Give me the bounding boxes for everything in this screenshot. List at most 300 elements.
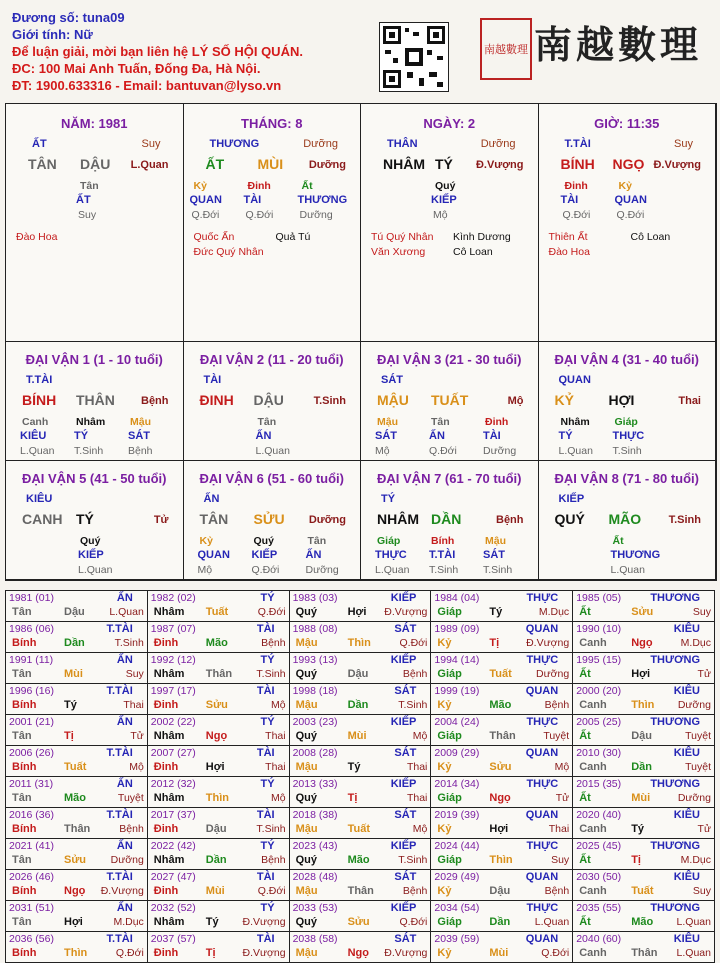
dai-van-thap: TÝ — [381, 493, 396, 505]
year-chi: Sửu — [631, 606, 654, 618]
dv-hidden-thap: ẤN — [255, 430, 272, 442]
dai-van-chi: SỬU — [253, 511, 285, 527]
year-state: T.Sinh — [256, 823, 286, 835]
dv-hidden-state: T.Sinh — [612, 445, 642, 457]
year-label: 2022 (42) — [150, 840, 196, 852]
year-state: T.Sinh — [114, 637, 144, 649]
year-cell — [6, 870, 148, 901]
dai-van-cell — [6, 342, 184, 461]
year-thap: ẤN — [116, 902, 133, 914]
year-thap: T.TÀI — [106, 871, 133, 883]
hidden-can: Đinh — [564, 180, 588, 192]
dv-hidden-can: Bính — [431, 535, 455, 547]
year-cell — [431, 653, 573, 684]
dv-hidden-thap: T.TÀI — [429, 549, 456, 561]
year-can: Mậu — [295, 885, 318, 897]
year-chi: Hợi — [205, 761, 225, 773]
year-label: 2005 (25) — [576, 716, 622, 728]
year-thap: SÁT — [394, 623, 417, 635]
year-thap: TÝ — [260, 592, 275, 604]
year-label: 2031 (51) — [9, 902, 54, 914]
pillar-chi: NGỌ — [612, 156, 645, 172]
year-cell — [6, 715, 148, 746]
year-can: Giáp — [437, 916, 462, 928]
brand-title: 南越數理 — [534, 22, 703, 67]
hidden-state: Suy — [78, 209, 97, 221]
pillar-chi: TÝ — [435, 156, 453, 172]
year-chi: Tý — [347, 761, 361, 773]
star: Thiên Ất — [548, 231, 588, 243]
year-state: Suy — [125, 668, 144, 680]
dv-hidden-state: Dưỡng — [305, 564, 339, 576]
year-state: Tuyệt — [685, 761, 711, 773]
year-cell — [289, 715, 431, 746]
year-table — [5, 590, 715, 963]
year-can: Đinh — [153, 823, 179, 835]
year-thap: TÀI — [256, 933, 275, 945]
year-state: Dưỡng — [536, 668, 570, 680]
year-cell — [431, 746, 573, 777]
hidden-state: Q.Đới — [245, 209, 274, 221]
year-can: Đinh — [153, 885, 179, 897]
year-can: Mậu — [295, 947, 318, 959]
dv-hidden-can: Mậu — [377, 416, 398, 428]
year-label: 2039 (59) — [434, 933, 480, 945]
chart-main — [5, 103, 717, 581]
dv-hidden-thap: THỰC — [375, 549, 407, 561]
year-can: Canh — [579, 637, 607, 649]
dai-van-can: QUÝ — [554, 511, 585, 527]
year-cell — [289, 653, 431, 684]
year-chi: Dậu — [631, 730, 652, 742]
pillar-can: BÍNH — [560, 156, 595, 172]
hidden-thap: KIẾP — [431, 194, 457, 206]
pillar-chi-state: L.Quan — [130, 159, 169, 171]
year-can: Bính — [12, 699, 37, 711]
hidden-can: Đinh — [247, 180, 271, 192]
year-cell — [573, 622, 715, 653]
year-thap: QUAN — [525, 871, 559, 883]
year-can: Ất — [579, 792, 591, 804]
year-can: Nhâm — [153, 792, 185, 804]
dai-van-state: Bệnh — [141, 395, 169, 407]
hidden-thap: THƯƠNG — [297, 194, 348, 206]
year-chi: Dậu — [489, 885, 511, 897]
dai-van-can: TÂN — [199, 511, 229, 527]
year-can: Bính — [12, 885, 37, 897]
year-chi: Mùi — [347, 730, 367, 742]
year-cell — [147, 839, 289, 870]
pillar-chi-state: Đ.Vượng — [653, 159, 701, 171]
dai-van-title: ĐẠI VẬN 1 (1 - 10 tuổi) — [25, 352, 163, 367]
dai-van-chi: DẦN — [431, 511, 462, 527]
year-can: Ất — [579, 854, 591, 866]
year-chi: Thân — [347, 885, 374, 897]
year-thap: KIẾP — [390, 654, 417, 666]
year-can: Canh — [579, 885, 607, 897]
year-chi: Dậu — [347, 668, 369, 680]
pillar-can: NHÂM — [383, 156, 425, 172]
year-thap: TÝ — [260, 840, 275, 852]
dv-hidden-thap: SÁT — [483, 549, 505, 561]
star: Đức Quý Nhân — [193, 246, 264, 258]
year-state: L.Quan — [534, 916, 570, 928]
dai-van-state: T.Sinh — [313, 395, 346, 407]
dai-van-can: CANH — [22, 511, 63, 527]
year-cell — [431, 808, 573, 839]
year-label: 2000 (20) — [576, 685, 622, 697]
pillar-cell — [361, 104, 539, 342]
year-can: Mậu — [295, 699, 318, 711]
year-chi: Mùi — [631, 792, 651, 804]
year-state: Mộ — [412, 730, 428, 742]
year-state: Bệnh — [119, 823, 144, 835]
year-state: Đ.Vượng — [526, 637, 570, 649]
year-can: Bính — [12, 761, 37, 773]
pillar-chi-state: Dưỡng — [308, 159, 346, 171]
pillar-chi-state: Đ.Vượng — [475, 159, 524, 171]
year-label: 2016 (36) — [9, 809, 54, 821]
hidden-can: Kỷ — [618, 180, 632, 192]
year-chi: Tị — [64, 730, 74, 742]
star: Tú Quý Nhân — [371, 231, 434, 243]
dv-hidden-state: T.Sinh — [429, 564, 459, 576]
year-thap: THỰC — [526, 778, 559, 790]
dv-hidden-can: Tân — [307, 535, 327, 547]
year-label: 2025 (45) — [576, 840, 622, 852]
pillar-thap-than: T.TÀI — [564, 138, 591, 150]
dv-hidden-can: Kỷ — [199, 535, 213, 547]
year-thap: ẤN — [116, 716, 133, 728]
year-chi: Dần — [205, 854, 227, 866]
dv-hidden-thap: ẤN — [429, 430, 445, 442]
year-thap: KIÊU — [673, 685, 700, 697]
year-cell — [289, 591, 431, 622]
year-chi: Thìn — [489, 854, 513, 866]
year-label: 2006 (26) — [9, 747, 54, 759]
year-state: Đ.Vượng — [242, 916, 286, 928]
dai-van-can: ĐINH — [199, 392, 234, 408]
year-can: Bính — [12, 823, 37, 835]
year-can: Mậu — [295, 761, 318, 773]
year-thap: ẤN — [116, 592, 133, 604]
year-can: Tân — [12, 606, 32, 618]
year-cell — [289, 622, 431, 653]
year-can: Kỷ — [437, 637, 452, 649]
year-state: Bệnh — [402, 668, 428, 680]
dv-hidden-state: Dưỡng — [483, 445, 517, 457]
year-can: Nhâm — [153, 854, 185, 866]
year-chi: Sửu — [64, 854, 87, 866]
hidden-state: Q.Đới — [616, 209, 645, 221]
dai-van-thap: KIẾP — [558, 493, 585, 505]
year-state: Dưỡng — [677, 699, 711, 711]
year-thap: THỰC — [526, 654, 559, 666]
dai-van-state: Bệnh — [496, 514, 524, 526]
year-chi: Ngọ — [489, 792, 511, 804]
year-chi: Sửu — [205, 699, 228, 711]
year-state: Thai — [406, 761, 428, 773]
year-label: 2038 (58) — [292, 933, 338, 945]
year-cell — [431, 932, 573, 963]
year-chi: Tị — [347, 792, 358, 804]
star: Đào Hoa — [548, 246, 590, 258]
year-can: Tân — [12, 854, 32, 866]
year-thap: KIẾP — [390, 778, 417, 790]
year-can: Giáp — [437, 668, 462, 680]
year-can: Canh — [579, 699, 607, 711]
star: Văn Xương — [371, 246, 426, 258]
year-thap: THỰC — [526, 716, 559, 728]
dv-hidden-can: Nhâm — [560, 416, 590, 428]
year-label: 1996 (16) — [9, 685, 54, 697]
dai-van-cell — [184, 342, 362, 461]
year-can: Đinh — [153, 947, 179, 959]
pillar-state: Dưỡng — [480, 138, 516, 150]
year-thap: KIÊU — [673, 809, 700, 821]
year-cell — [289, 901, 431, 932]
year-label: 1984 (04) — [434, 592, 480, 604]
year-chi: Thân — [631, 947, 658, 959]
hidden-thap: QUAN — [189, 194, 222, 206]
year-label: 2029 (49) — [434, 871, 480, 883]
year-can: Nhâm — [153, 730, 185, 742]
pillar-title: NĂM: 1981 — [61, 116, 128, 131]
year-cell — [289, 808, 431, 839]
dv-hidden-thap: THƯƠNG — [610, 549, 661, 561]
year-thap: KIẾP — [390, 716, 417, 728]
year-state: Tử — [697, 668, 711, 680]
year-chi: Mão — [64, 792, 86, 804]
year-can: Ất — [579, 668, 591, 680]
year-state: Dưỡng — [110, 854, 144, 866]
year-label: 1999 (19) — [434, 685, 480, 697]
year-can: Quý — [295, 668, 317, 680]
year-label: 2030 (50) — [576, 871, 622, 883]
year-thap: KIÊU — [673, 747, 700, 759]
year-cell — [573, 591, 715, 622]
hidden-can: Ất — [301, 180, 313, 192]
year-thap: T.TÀI — [106, 933, 133, 945]
year-thap: TÀI — [256, 747, 275, 759]
year-state: Q.Đới — [257, 606, 286, 618]
hidden-thap: TÀI — [560, 194, 579, 206]
year-chi: Dần — [631, 761, 652, 773]
year-label: 2007 (27) — [150, 747, 196, 759]
year-chi: Ngọ — [347, 947, 369, 959]
year-can: Quý — [295, 730, 317, 742]
year-can: Kỷ — [437, 761, 452, 773]
year-cell — [6, 622, 148, 653]
year-state: Dưỡng — [677, 792, 711, 804]
year-state: Thai — [548, 823, 570, 835]
year-can: Đinh — [153, 637, 179, 649]
year-can: Kỷ — [437, 947, 452, 959]
dai-van-cell — [539, 461, 717, 580]
year-chi: Tý — [64, 699, 77, 711]
year-row — [6, 622, 715, 653]
dai-van-state: Tử — [153, 514, 169, 526]
year-thap: TÝ — [260, 654, 275, 666]
year-thap: SÁT — [394, 809, 417, 821]
year-state: Suy — [692, 885, 711, 897]
year-can: Ất — [579, 730, 591, 742]
year-row — [6, 808, 715, 839]
year-label: 2037 (57) — [150, 933, 196, 945]
dv-hidden-can: Mậu — [485, 535, 506, 547]
year-state: Đ.Vượng — [384, 947, 428, 959]
hidden-state: Q.Đới — [191, 209, 220, 221]
year-state: Bệnh — [402, 885, 428, 897]
year-row — [6, 684, 715, 715]
year-label: 2032 (52) — [150, 902, 196, 914]
year-thap: KIÊU — [673, 871, 700, 883]
pillar-cell — [184, 104, 362, 342]
pillar-thap-than: THƯƠNG — [209, 138, 260, 150]
seal-stamp: 南越數理 — [480, 18, 532, 80]
year-can: Tân — [12, 916, 32, 928]
year-label: 1992 (12) — [150, 654, 196, 666]
year-label: 1994 (14) — [434, 654, 480, 666]
star: Quốc Ấn — [193, 231, 235, 243]
year-thap: TÀI — [256, 623, 275, 635]
year-cell — [573, 870, 715, 901]
year-cell — [289, 839, 431, 870]
dv-hidden-can: Giáp — [377, 535, 401, 547]
dv-hidden-state: L.Quan — [255, 445, 290, 457]
year-state: Q.Đới — [541, 947, 570, 959]
year-cell — [573, 746, 715, 777]
pillar-state: Suy — [141, 138, 161, 150]
year-thap: THỰC — [526, 840, 559, 852]
year-label: 2026 (46) — [9, 871, 54, 883]
pillar-thap-than: ẤT — [32, 138, 47, 150]
year-can: Quý — [295, 792, 317, 804]
year-chi: Thân — [64, 823, 91, 835]
year-can: Giáp — [437, 730, 462, 742]
year-thap: KIÊU — [673, 623, 700, 635]
hidden-thap: QUAN — [614, 194, 647, 206]
dv-hidden-thap: KIÊU — [20, 430, 47, 442]
year-row — [6, 932, 715, 963]
year-cell — [147, 870, 289, 901]
year-thap: QUAN — [525, 809, 559, 821]
year-state: Q.Đới — [399, 637, 428, 649]
year-thap: T.TÀI — [106, 685, 133, 697]
dv-hidden-thap: ẤN — [305, 549, 322, 561]
dai-van-can: KỶ — [554, 392, 574, 408]
pillar-thap-than: THÂN — [387, 138, 418, 150]
year-cell — [573, 932, 715, 963]
year-thap: TÝ — [260, 778, 275, 790]
year-can: Tân — [12, 792, 32, 804]
year-cell — [431, 901, 573, 932]
year-row — [6, 777, 715, 808]
year-chi: Tuất — [205, 606, 229, 618]
year-label: 2019 (39) — [434, 809, 480, 821]
hidden-thap: ẤT — [76, 194, 91, 206]
year-state: Mộ — [412, 823, 428, 835]
year-chi: Tý — [205, 916, 219, 928]
dai-van-thap: T.TÀI — [26, 374, 53, 386]
pillar-state: Dưỡng — [303, 138, 338, 150]
year-thap: THƯƠNG — [650, 592, 700, 604]
year-state: Suy — [551, 854, 570, 866]
contact-note: Để luận giải, mời bạn liên hệ LÝ SỐ HỘI QUÁN. — [12, 44, 303, 59]
year-label: 1990 (10) — [576, 623, 622, 635]
dv-hidden-thap: SÁT — [375, 430, 397, 442]
year-label: 2011 (31) — [9, 778, 54, 790]
year-cell — [431, 839, 573, 870]
year-can: Quý — [295, 916, 317, 928]
dai-van-title: ĐẠI VẬN 7 (61 - 70 tuổi) — [377, 471, 522, 486]
year-label: 2008 (28) — [292, 747, 338, 759]
year-cell — [289, 746, 431, 777]
year-cell — [147, 591, 289, 622]
gender: Giới tính: Nữ — [12, 27, 93, 42]
year-state: L.Quan — [109, 606, 144, 618]
year-thap: T.TÀI — [106, 747, 133, 759]
dv-hidden-state: Q.Đới — [429, 445, 457, 457]
dai-van-state: Mộ — [507, 395, 524, 407]
year-thap: T.TÀI — [106, 623, 133, 635]
year-can: Đinh — [153, 699, 179, 711]
pillar-chi: DẬU — [80, 156, 111, 172]
year-cell — [431, 591, 573, 622]
dv-hidden-state: Q.Đới — [251, 564, 280, 576]
year-thap: KIẾP — [390, 592, 417, 604]
year-state: Tử — [697, 823, 711, 835]
year-cell — [6, 808, 148, 839]
pillar-can: TÂN — [28, 156, 57, 172]
year-thap: SÁT — [394, 871, 417, 883]
year-cell — [289, 777, 431, 808]
year-label: 1995 (15) — [576, 654, 622, 666]
year-label: 2033 (53) — [292, 902, 338, 914]
dai-van-title: ĐẠI VẬN 8 (71 - 80 tuổi) — [554, 471, 699, 486]
dv-hidden-can: Canh — [22, 416, 49, 428]
year-label: 1981 (01) — [9, 592, 54, 604]
year-label: 2028 (48) — [292, 871, 338, 883]
dv-hidden-state: Mộ — [375, 445, 390, 457]
year-label: 2024 (44) — [434, 840, 480, 852]
year-cell — [431, 684, 573, 715]
year-label: 2004 (24) — [434, 716, 480, 728]
dv-hidden-can: Nhâm — [76, 416, 106, 428]
dai-van-chi: TUẤT — [431, 392, 469, 408]
year-chi: Dậu — [64, 606, 85, 618]
dai-van-title: ĐẠI VẬN 4 (31 - 40 tuổi) — [554, 352, 699, 367]
year-thap: TÝ — [260, 902, 275, 914]
year-chi: Thân — [489, 730, 516, 742]
year-state: Bệnh — [544, 699, 570, 711]
year-cell — [147, 684, 289, 715]
year-state: Thai — [123, 699, 144, 711]
hidden-state: Q.Đới — [562, 209, 591, 221]
year-chi: Hợi — [64, 916, 83, 928]
dai-van-thap: TÀI — [203, 374, 222, 386]
dai-van-cell — [361, 461, 539, 580]
year-chi: Dần — [64, 637, 85, 649]
year-state: L.Quan — [676, 916, 711, 928]
year-state: Suy — [692, 606, 711, 618]
star2: Kình Dương — [453, 231, 511, 243]
year-thap: THƯƠNG — [650, 716, 700, 728]
year-thap: THƯƠNG — [650, 902, 700, 914]
year-cell — [6, 653, 148, 684]
year-cell — [147, 932, 289, 963]
dai-van-chi: MÃO — [608, 511, 642, 527]
